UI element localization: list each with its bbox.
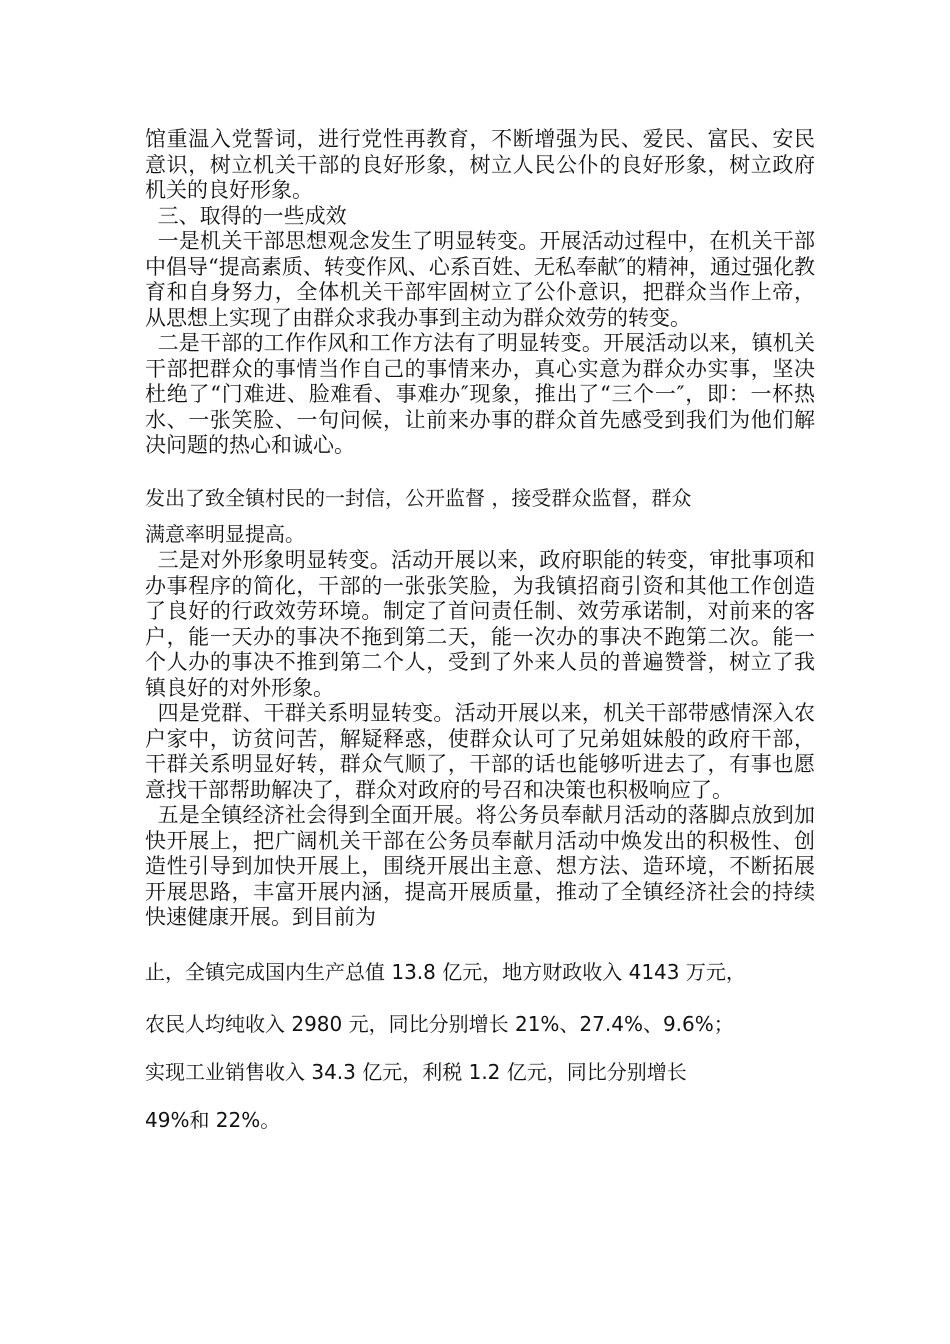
paragraph-5: 五是全镇经济社会得到全面开展。将公务员奉献月活动的落脚点放到加快开展上，把广阔机关干部在公务员奉献月活动中焕发出的积极性、创造性引导到加快开展上，围绕开展出主意、想方法、造环境，不断拓展开展思路，丰富开展内涵，提高开展质量，推动了全镇经济社会的持续快速健康开展。到目前为 [145,803,815,929]
section-heading: 三、取得的一些成效 [157,203,347,228]
paragraph-1: 一是机关干部思想观念发生了明显转变。开展活动过程中，在机关干部中倡导“提高素质、转变作风、心系百姓、无私奉献″的精神，通过强化教育和自身努力，全体机关干部牢固树立了公仆意识，把群众当作上帝，从思想上实现了由群众求我办事到主动为群众效劳的转变。 [145,229,815,330]
paragraph-2: 二是干部的工作作风和工作方法有了明显转变。开展活动以来，镇机关干部把群众的事情当作自己的事情来办，真心实意为群众办实事，坚决杜绝了“门难进、脸难看、事难办″现象，推出了“三个一″，即：一杯热水、一张笑脸、一句问候，让前来办事的群众首先感受到我们为他们解决问题的热心和诚心。 [145,331,815,457]
text-line: 实现工业销售收入 34.3 亿元，利税 1.2 亿元，同比分别增长 [145,1060,687,1084]
text-line: 满意率明显提高。 [145,522,305,546]
text-line: 止，全镇完成国内生产总值 13.8 亿元，地方财政收入 4143 万元， [145,960,746,984]
paragraph-4: 四是党群、干群关系明显转变。活动开展以来，机关干部带感情深入农户家中，访贫问苦，解疑释惑，使群众认可了兄弟姐妹般的政府干部，干群关系明显好转，群众气顺了，干部的话也能够听进去了，有事也愿意找干部帮助解决了，群众对政府的号召和决策也积极响应了。 [145,701,815,802]
text-block-3 [145,548,815,931]
text-line: 49%和 22%。 [145,1108,281,1132]
paragraph-3: 三是对外形象明显转变。活动开展以来，政府职能的转变，审批事项和办事程序的简化，干部的一张张笑脸，为我镇招商引资和其他工作创造了良好的行政效劳环境。制定了首问责任制、效劳承诺制，对前来的客户，能一天办的事决不拖到第二天，能一次办的事决不跑第二次。能一个人办的事决不推到第二个人，受到了外来人员的普遍赞誉，树立了我镇良好的对外形象。 [145,548,815,700]
text-block-1 [145,127,815,459]
text-line: 农民人均纯收入 2980 元，同比分别增长 21%、27.4%、9.6%； [145,1012,734,1036]
text-line: 发出了致全镇村民的一封信，公开监督 ，接受群众监督，群众 [145,486,692,510]
paragraph-continuation: 馆重温入党誓词，进行党性再教育，不断增强为民、爱民、富民、安民意识，树立机关干部的良好形象，树立人民公仆的良好形象，树立政府机关的良好形象。 [145,127,815,202]
